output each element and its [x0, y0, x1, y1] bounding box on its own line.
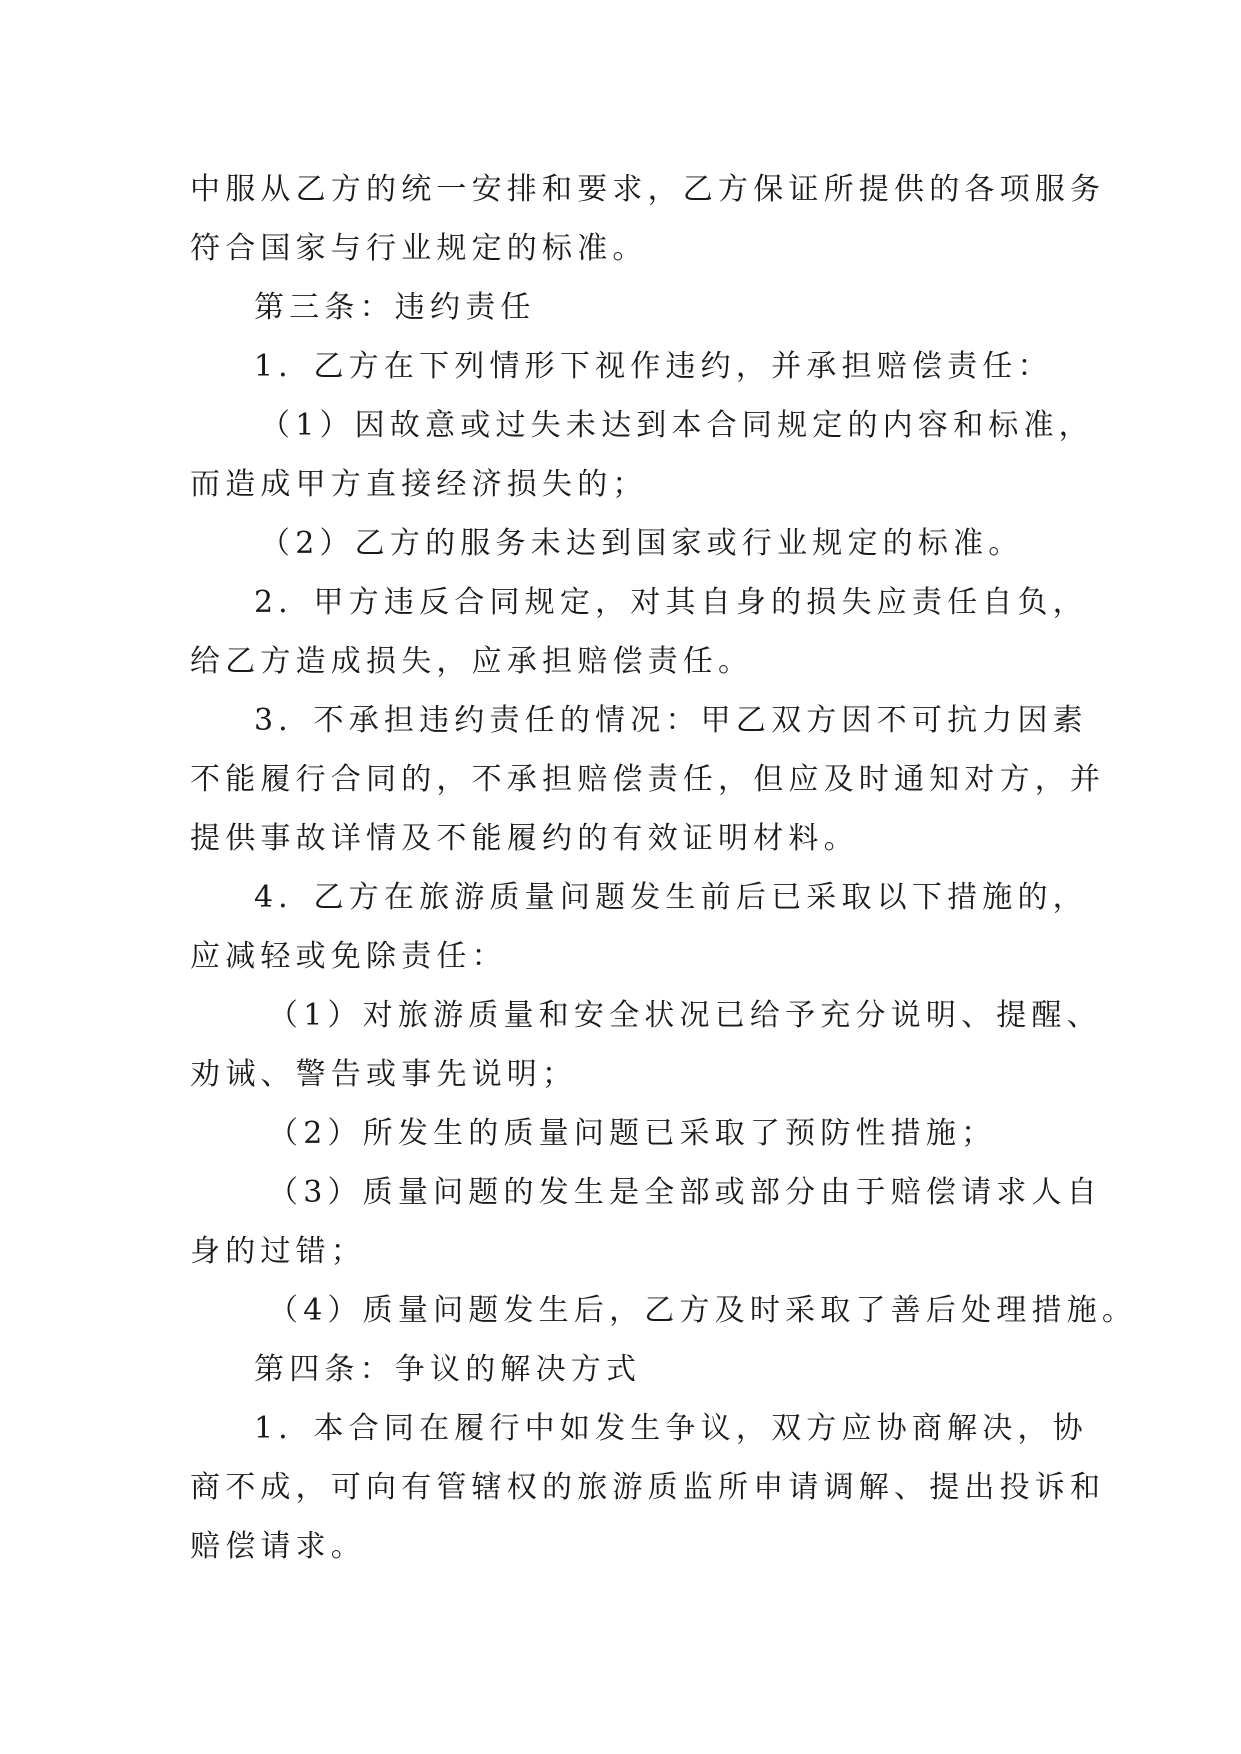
- text-line: 1．乙方在下列情形下视作违约，并承担赔偿责任：: [254, 349, 1053, 384]
- text-line: （1）因故意或过失未达到本合同规定的内容和标准，: [260, 408, 1094, 443]
- text-line: （1）对旅游质量和安全状况已给予充分说明、提醒、: [268, 998, 1102, 1033]
- text-line: 4．乙方在旅游质量问题发生前后已采取以下措施的，: [254, 880, 1088, 915]
- section-heading-article-3: 第三条：违约责任: [254, 290, 536, 325]
- text-line: 给乙方造成损失，应承担赔偿责任。: [190, 644, 754, 679]
- text-line: 商不成，可向有管辖权的旅游质监所申请调解、提出投诉和: [190, 1470, 1106, 1505]
- text-line: （4）质量问题发生后，乙方及时采取了善后处理措施。: [268, 1293, 1138, 1328]
- text-line: 3．不承担违约责任的情况：甲乙双方因不可抗力因素: [254, 703, 1088, 738]
- section-heading-article-4: 第四条：争议的解决方式: [254, 1352, 642, 1387]
- text-line: （2）乙方的服务未达到国家或行业规定的标准。: [260, 526, 1024, 561]
- text-line: 劝诫、警告或事先说明；: [190, 1057, 578, 1092]
- text-line: 2．甲方违反合同规定，对其自身的损失应责任自负，: [254, 585, 1088, 620]
- text-line: 身的过错；: [190, 1234, 366, 1269]
- text-line: （3）质量问题的发生是全部或部分由于赔偿请求人自: [268, 1175, 1102, 1210]
- text-line: 不能履行合同的，不承担赔偿责任，但应及时通知对方，并: [190, 762, 1106, 797]
- text-line: 而造成甲方直接经济损失的；: [190, 467, 648, 502]
- text-line: 提供事故详情及不能履约的有效证明材料。: [190, 821, 859, 856]
- text-line: 中服从乙方的统一安排和要求，乙方保证所提供的各项服务: [190, 172, 1106, 207]
- text-line: 符合国家与行业规定的标准。: [190, 231, 648, 266]
- text-line: （2）所发生的质量问题已采取了预防性措施；: [268, 1116, 997, 1151]
- text-line: 应减轻或免除责任：: [190, 939, 507, 974]
- text-line: 1．本合同在履行中如发生争议，双方应协商解决，协: [254, 1411, 1088, 1446]
- text-line: 赔偿请求。: [190, 1529, 366, 1564]
- contract-body: [190, 160, 1138, 1576]
